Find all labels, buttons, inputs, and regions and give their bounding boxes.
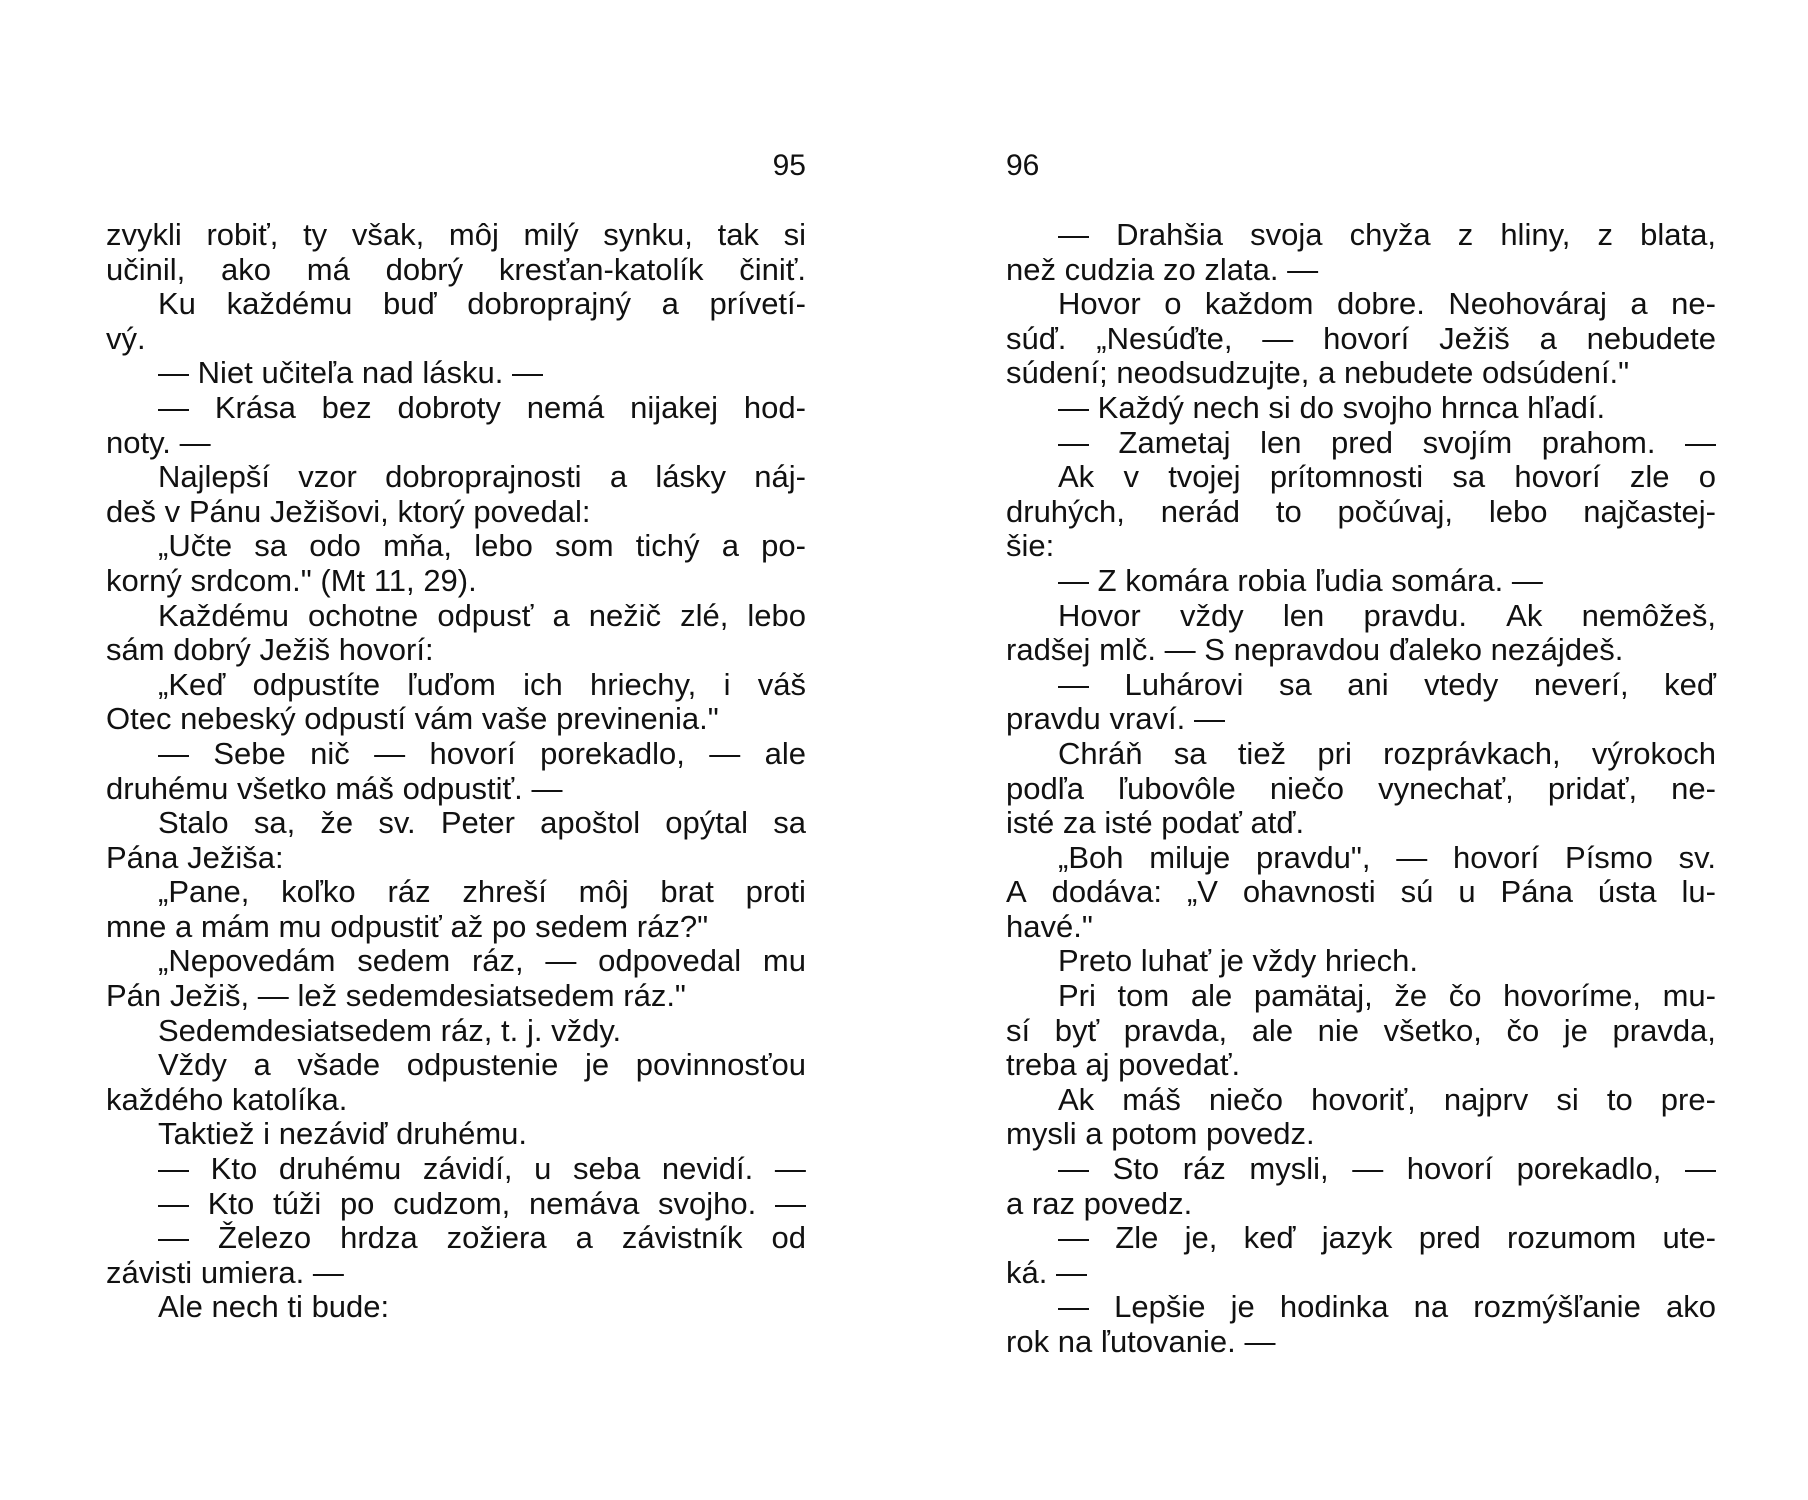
text-line: vý.: [106, 320, 146, 356]
page-number: 96: [1006, 149, 1040, 182]
text-line: — Lepšie je hodinka na rozmýšľanie ako: [1058, 1289, 1716, 1325]
text-line: každého katolíka.: [106, 1081, 348, 1117]
text-line: „Nepovedám sedem ráz, — odpovedal mu: [158, 943, 806, 979]
text-line: sí byť pravda, ale nie všetko, čo je pravda,: [1006, 1012, 1716, 1048]
text-line: Ku každému buď dobroprajný a prívetí-: [158, 286, 806, 322]
text-line: „Keď odpustíte ľuďom ich hriechy, i váš: [158, 666, 806, 702]
text-line: zvykli robiť, ty však, môj milý synku, tak si: [106, 217, 806, 252]
text-line: Ak máš niečo hovoriť, najprv si to pre-: [1058, 1081, 1716, 1117]
text-line: závisti umiera. —: [106, 1254, 344, 1290]
text-line: Otec nebeský odpustí vám vaše previnenia.": [106, 701, 719, 737]
text-line: treba aj povedať.: [1006, 1047, 1241, 1083]
text-line: Ale nech ti bude:: [158, 1289, 390, 1325]
text-line: noty. —: [106, 424, 211, 460]
text-line: — Sebe nič — hovorí porekadlo, — ale: [158, 735, 806, 771]
page-text: [1006, 218, 1716, 1360]
text-line: pravdu vraví. —: [1006, 701, 1225, 737]
text-line: sám dobrý Ježiš hovorí:: [106, 632, 434, 668]
page-text: [106, 218, 806, 1325]
text-line: Hovor o každom dobre. Neohováraj a ne-: [1058, 286, 1716, 322]
text-line: učinil, ako má dobrý kresťan-katolík činiť.: [106, 251, 806, 287]
text-line: — Krása bez dobroty nemá nijakej hod-: [158, 389, 806, 425]
text-line: Hovor vždy len pravdu. Ak nemôžeš,: [1058, 597, 1716, 633]
text-line: — Kto druhému závidí, u seba nevidí. —: [158, 1151, 806, 1187]
text-line: Pána Ježiša:: [106, 839, 284, 875]
text-line: Vždy a všade odpustenie je povinnosťou: [158, 1047, 806, 1083]
text-line: Najlepší vzor dobroprajnosti a lásky náj-: [158, 459, 806, 495]
text-line: ká. —: [1006, 1254, 1088, 1290]
text-line: šie:: [1006, 528, 1055, 564]
page-number: 95: [772, 149, 806, 182]
text-line: súdení; neodsudzujte, a nebudete odsúdení.": [1006, 355, 1630, 391]
text-line: a raz povedz.: [1006, 1185, 1193, 1221]
text-line: mysli a potom povedz.: [1006, 1116, 1315, 1152]
text-line: — Drahšia svoja chyža z hliny, z blata,: [1058, 217, 1716, 252]
text-line: isté za isté podať atď.: [1006, 805, 1305, 841]
text-line: Pri tom ale pamätaj, že čo hovoríme, mu-: [1058, 978, 1716, 1014]
text-line: súď. „Nesúďte, — hovorí Ježiš a nebudete: [1006, 320, 1716, 356]
text-line: mne a mám mu odpustiť až po sedem ráz?": [106, 908, 709, 944]
text-line: Pán Ježiš, — lež sedemdesiatsedem ráz.": [106, 978, 686, 1014]
text-line: podľa ľubovôle niečo vynechať, pridať, ne-: [1006, 770, 1716, 806]
text-line: A dodáva: „V ohavnosti sú u Pána ústa lu-: [1006, 874, 1716, 910]
text-line: — Luhárovi sa ani vtedy neverí, keď: [1058, 666, 1716, 702]
text-line: Ak v tvojej prítomnosti sa hovorí zle o: [1058, 459, 1716, 495]
text-line: „Boh miluje pravdu", — hovorí Písmo sv.: [1058, 839, 1716, 875]
text-line: Každému ochotne odpusť a nežič zlé, lebo: [158, 597, 806, 633]
text-line: Sedemdesiatsedem ráz, t. j. vždy.: [158, 1012, 622, 1048]
text-line: — Z komára robia ľudia somára. —: [1058, 562, 1543, 598]
text-line: Taktiež i nezáviď druhému.: [158, 1116, 528, 1152]
text-line: — Železo hrdza zožiera a závistník od: [158, 1220, 806, 1256]
text-line: radšej mlč. — S nepravdou ďaleko nezájdeš.: [1006, 632, 1624, 668]
text-line: — Každý nech si do svojho hrnca hľadí.: [1058, 389, 1606, 425]
text-line: — Niet učiteľa nad lásku. —: [158, 355, 543, 391]
text-line: — Zametaj len pred svojím prahom. —: [1058, 424, 1716, 460]
text-line: Preto luhať je vždy hriech.: [1058, 943, 1418, 979]
text-line: rok na ľutovanie. —: [1006, 1324, 1276, 1359]
text-line: — Zle je, keď jazyk pred rozumom ute-: [1058, 1220, 1716, 1256]
text-line: Stalo sa, že sv. Peter apoštol opýtal sa: [158, 805, 806, 841]
text-line: druhému všetko máš odpustiť. —: [106, 770, 563, 806]
text-line: — Kto túži po cudzom, nemáva svojho. —: [158, 1185, 806, 1221]
text-line: druhých, nerád to počúvaj, lebo najčastej-: [1006, 493, 1716, 529]
text-line: — Sto ráz mysli, — hovorí porekadlo, —: [1058, 1151, 1716, 1187]
text-line: havé.": [1006, 908, 1093, 944]
text-line: „Pane, koľko ráz zhreší môj brat proti: [158, 874, 806, 910]
text-line: „Učte sa odo mňa, lebo som tichý a po-: [158, 528, 806, 564]
text-line: než cudzia zo zlata. —: [1006, 251, 1319, 287]
text-line: deš v Pánu Ježišovi, ktorý povedal:: [106, 493, 591, 529]
text-line: Chráň sa tiež pri rozprávkach, výrokoch: [1058, 735, 1716, 771]
text-line: korný srdcom." (Mt 11, 29).: [106, 562, 477, 598]
